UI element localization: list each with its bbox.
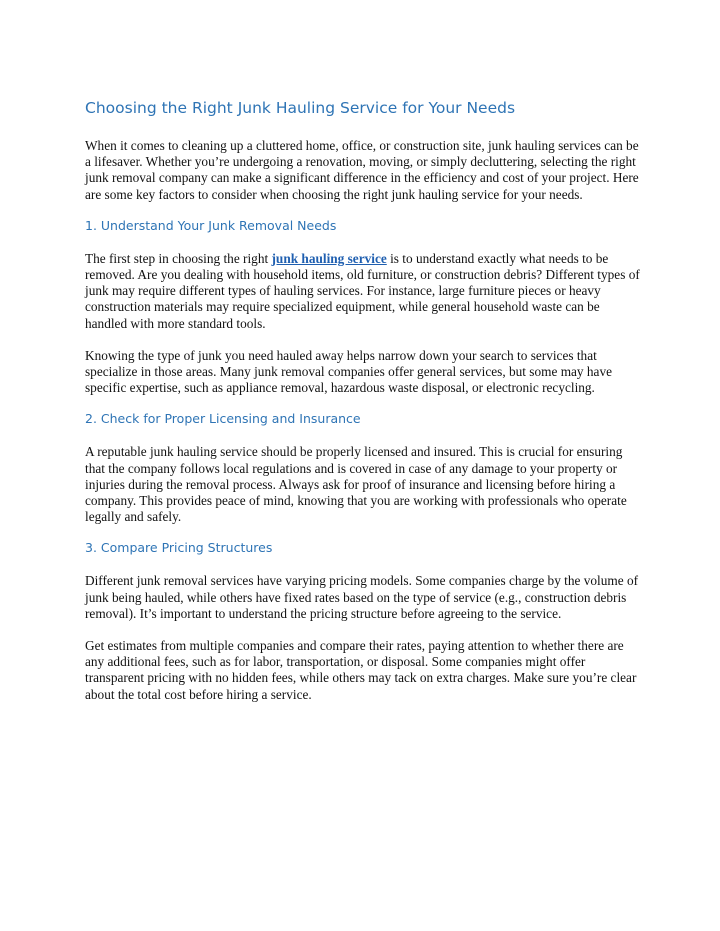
section-1-heading: 1. Understand Your Junk Removal Needs	[85, 217, 337, 233]
section-2-heading: 2. Check for Proper Licensing and Insurance	[85, 411, 361, 427]
junk-hauling-service-link[interactable]: junk hauling service	[271, 250, 387, 266]
document-title: Choosing the Right Junk Hauling Service for Your Needs	[85, 99, 516, 117]
section-3-heading: 3. Compare Pricing Structures	[85, 540, 273, 556]
section-3-paragraph-1: Different junk removal services have varying pricing models. Some companies charge by the volume of junk being hauled, while others have fixed rates based on the type of service (e.g., construction debris removal). It’s important to understand the pricing structure before agreeing to the service.	[85, 573, 639, 621]
document-content	[85, 96, 641, 703]
section-1-text-after-link: is to understand exactly what needs to be removed. Are you dealing with household items, old furniture, or construction debris? Different types of junk may require different types of hauling services. For instance, large furniture pieces or heavy construction materials may require specialized equipment, while general household waste can be handled with more standard tools.	[85, 250, 640, 331]
section-2-paragraph-1: A reputable junk hauling service should be properly licensed and insured. This is crucial for ensuring that the company follows local regulations and is covered in case of any damage to your property or injuries during the removal process. Always ask for proof of insurance and licensing before hiring a company. This provides peace of mind, knowing that you are working with professionals who operate legally and safely.	[85, 444, 627, 525]
section-1-text-before-link: The first step in choosing the right	[85, 250, 272, 266]
section-1-paragraph-1	[85, 251, 641, 332]
section-3-paragraph-2: Get estimates from multiple companies and compare their rates, paying attention to whether there are any additional fees, such as for labor, transportation, or disposal. Some companies might offer transparent pricing with no hidden fees, while others may tack on extra charges. Make sure you’re clear about the total cost before hiring a service.	[85, 638, 637, 702]
intro-paragraph: When it comes to cleaning up a cluttered home, office, or construction site, junk hauling services can be a lifesaver. Whether you’re undergoing a renovation, moving, or simply decluttering, selecting the right junk removal company can make a significant difference in the efficiency and cost of your project. Here are some key factors to consider when choosing the right junk hauling service for your needs.	[85, 138, 639, 202]
section-1-paragraph-2: Knowing the type of junk you need hauled away helps narrow down your search to services that specialize in those areas. Many junk removal companies offer general services, but some may have specific expertise, such as appliance removal, hazardous waste disposal, or electronic recycling.	[85, 347, 613, 396]
